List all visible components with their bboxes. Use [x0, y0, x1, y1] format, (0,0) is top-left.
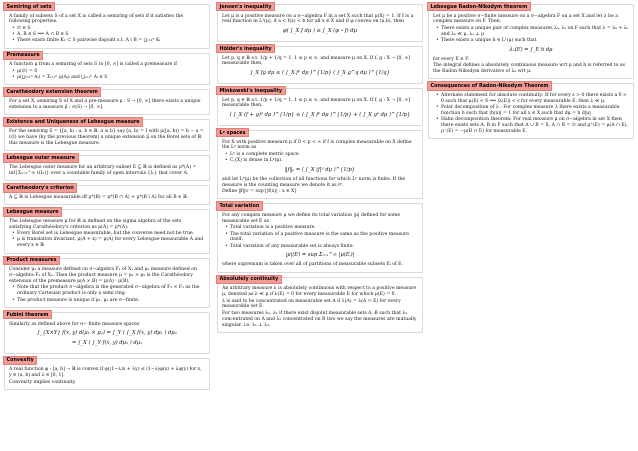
bullet-item: • Lᵖ is a complete metric space. — [225, 152, 418, 158]
section-box — [4, 358, 210, 390]
section-paragraph: Similarly as defined above for σ− finite measure spaces — [9, 321, 140, 327]
bullet-item: • Polar decomposition of λ : For complex measure λ there exists a measurable function h such that |h(x)| = 1 for all x ∈ X such that dμ = h d|μ| — [436, 105, 629, 117]
section-box — [4, 312, 210, 354]
section-paragraph: A family of subsets S of a set X is called a semiring of sets if it satisfies the following properties. — [9, 13, 184, 25]
section-box — [217, 277, 423, 334]
section-paragraph: Let p, q ∈ ℝ s.t. 1/p + 1/q = 1, 1 ≤ p ≤ ∞, and measure μ on X. If f, g : X → [0, ∞] measurable then, — [222, 55, 410, 67]
section-box — [217, 4, 423, 42]
bullet-list — [436, 26, 629, 44]
section-paragraph: A real function φ : [a, b] → ℝ is convex if φ((1−λ)x + λy) ≤ (1−λ)φ(x) + λφ(y) for x, y ∈ (a, b) and λ ∈ [0, 1]. — [9, 367, 202, 379]
section-title: Absolutely continuity — [216, 275, 282, 284]
bullet-list — [436, 93, 629, 135]
bullet-list — [12, 69, 205, 81]
math-formula: = ∫_X ( ∫_Y f(x, y) dμ₂ ) dμ₁ — [71, 340, 143, 347]
bullet-item: • μ is translation invariant, μ(A + x) = μ(A) for every Lebesgue measurable A and every x ∈ ℝ — [12, 237, 205, 249]
bullet-item: • There exists finite K₁ ⊂ S pairwise disjoint s.t. A \ B = ⋃ᵢ₌₁ⁿ Kᵢ — [12, 38, 205, 44]
section-title: Lᵖ spaces — [216, 128, 249, 137]
math-formula: |μ|(E) = sup Σᵢ₌₁^∞ |μ(Eᵢ)| — [285, 252, 355, 259]
math-formula: ‖f‖ₚ = ( ∫_X |f|ᵖ dμ )^{1/p} — [285, 166, 355, 173]
bullet-list — [12, 231, 205, 249]
section-title: Hölder's inequality — [216, 44, 275, 53]
section-paragraph: A function μ from a semiring of sets S to [0, ∞] is called a premeasure if — [9, 62, 177, 68]
section-paragraph: Let μ is a positive measure on a σ−algebra F in a set X such that μ(X) = 1. If f is a real function in L¹(μ), if a < f(x) < b for all x ∈ X and if φ convex on (a,b), then — [222, 13, 414, 25]
bullet-list — [225, 225, 418, 249]
section-paragraph: for every E ∈ F. — [433, 56, 470, 62]
section-paragraph: For a set X, semiring S of X and a pre-measure μ : S → [0, ∞] there exists a unique extension to a measure μ̄ : σ(S) → [0, ∞]. — [9, 99, 201, 110]
section-box — [4, 119, 210, 151]
section-box — [4, 258, 210, 308]
section-box — [217, 88, 423, 126]
section-title: Product measures — [3, 256, 60, 265]
bullet-item: • Note that the product σ−algebra is the generated σ−algebra of F₁ × F₂ as the ordinary Cartesian product is only a semi ring. — [12, 285, 205, 297]
section-title: Total variation — [216, 201, 263, 210]
section-title: Carathéodory's criterion — [3, 183, 77, 192]
section-title: Consequences of Radon-Nikodym Theorem — [427, 81, 552, 90]
bullet-list — [225, 152, 418, 164]
section-paragraph: The Lebesgue measure μ for ℝ is defined on the sigma algebra of the sets satisfying Carathéodory's criterion as μ(A) = μ*(A). — [9, 218, 182, 230]
bullet-item: • ∅ ∈ S — [12, 26, 205, 32]
section-box — [217, 130, 423, 199]
section-paragraph: The integral defines a absolutely continuous measure wrt μ and h is referred to as the Radon-Nikodym derivative of λₐ wrt μ. — [433, 62, 626, 74]
section-title: Carathéodory extension theorem — [3, 87, 101, 96]
bullet-list — [12, 285, 205, 303]
section-title: Lebesgue outer measure — [3, 153, 79, 162]
section-paragraph: The Lebesgue outer measure for an arbitrary subset E ⊆ ℝ is defined as μ*(A) = inf{Σₙ₌₁^∞ ℓ(Iₙ)} over a countable family of open intervals {Iₙ} that cover A. — [9, 164, 197, 176]
section-paragraph: and let Lᵖ(μ) be the collection of all functions for which Lᵖ norm is finite. If the measure is the counting measure we denote it as ℓᵖ. — [222, 176, 406, 188]
bullet-item: • Alternate statement for absolute continuity: If for every ε > 0 there exists a δ > 0 such that μ(E) < δ ⟹ |λ(E)| < ε for every measurable E, then λ ≪ μ. — [436, 93, 629, 105]
bullet-item: • There exists a unique pair of complex measures λₐ, λₛ on F such that λ = λₐ + λₛ and λₐ ≪ μ, λₛ ⊥ μ — [436, 26, 629, 38]
bullet-item: • A, B ∈ S ⟹ A ∩ B ∈ S — [12, 32, 205, 38]
column-1 — [4, 4, 210, 394]
bullet-item: • The product measure is unique if μ₁, μ₂ are σ−finite. — [12, 298, 205, 304]
bullet-item: • μ(∅) = 0 — [12, 69, 205, 75]
column-3 — [428, 4, 634, 143]
section-paragraph: Let p, q ∈ ℝ s.t. 1/p + 1/q = 1, 1 ≤ p ≤ ∞, and measure μ on X. If f, g : X → [0, ∞] measurable then, — [222, 97, 410, 109]
math-formula: ∫_X fg dμ ≤ ( ∫_X fᵖ dμ )^{1/p} ( ∫_X g^q dμ )^{1/q} — [250, 70, 390, 77]
bullet-item: • Every Borel set is Lebesgue measurable, but the converse need not be true. — [12, 231, 205, 237]
section-title: Convexity — [3, 356, 37, 365]
section-paragraph: For the semiring S = {[a, b) : a, b ∈ ℝ, a ≤ b} say [a, b) = I with μ([a, b)) = b − a = ℓ(I) we have (by the previous theorem) a unique extension μ̄ on the Borel sets of ℝ this measure is the Lebesgue measure. — [9, 128, 204, 146]
section-title: Jensen's inequality — [216, 2, 275, 11]
math-formula: ( ∫_X (f + g)ᵖ dμ )^{1/p} ≤ ( ∫_X fᵖ dμ )^{1/p} + ( ∫_X gᵖ dμ )^{1/p} — [229, 112, 411, 119]
section-box — [4, 185, 210, 205]
section-title: Lebesgue Radon-Nikodym theorem — [427, 2, 531, 11]
bullet-item: • The total variation of a positive measure is the same as the positive measure itself. — [225, 232, 418, 244]
section-title: Minkowski's inequality — [216, 86, 286, 95]
section-paragraph: For two measures λ₁, λ₂ if there exist disjoint measurable sets A, B such that λ₁ concentrated on A and λ₂ concentrated on B two we say the measures are mutually singular, i.e. λ₁ ⊥ λ₂. — [222, 310, 417, 328]
section-paragraph: where supremum is taken over all of partitions of measurable subsets Eᵢ of E. — [222, 262, 403, 268]
bullet-list — [12, 26, 205, 44]
section-box — [4, 155, 210, 181]
section-paragraph: Convexity implies continuity. — [9, 379, 77, 385]
section-paragraph: Let μ be a positive σ−finite measure on a σ−algebra F on a set X and let λ be a complex measure on F. Then, — [433, 13, 619, 25]
section-title: Semiring of sets — [3, 2, 55, 11]
section-paragraph: Define ‖f‖∞ = sup{|f(x)| : x ∈ X} — [222, 188, 298, 194]
bullet-item: • μ(⋃ᵢ₌₁ⁿ Aᵢ) = Σᵢ₌₁ⁿ μ(Aᵢ) and ⋃ᵢ₌₁ⁿ Aᵢ ∈ S — [12, 75, 205, 81]
math-formula: ∫_{X×Y} f(x, y) d(μ₁ × μ₂) = ∫_Y ( ∫_X f(x, y) dμ₁ ) dμ₂ — [37, 330, 177, 337]
bullet-item: • Total variation is a positive measure. — [225, 225, 418, 231]
section-box — [4, 53, 210, 86]
bullet-item: • C꜀(X) is dense in Lᵖ(μ). — [225, 158, 418, 164]
section-box — [217, 46, 423, 84]
section-paragraph: An arbitrary measure λ is absolutely continuous with respect to a positive measure μ, denoted as λ ≪ μ if λ(E) = 0 for every measurable E for which μ(E) = 0. — [222, 286, 417, 298]
section-paragraph: A ⊆ ℝ is Lebesgue measurable iff μ*(B) = μ*(B ∩ A) + μ*(B \ A) for all B ∈ ℝ. — [9, 194, 189, 200]
math-formula: φ( ∫_X f dμ ) ≤ ∫_X (φ ∘ f) dμ — [283, 28, 357, 35]
section-paragraph: For X with positive measure μ if 0 < p < ∞ if f is complex measurable on X define the Lᵖ norm as — [222, 139, 412, 151]
bullet-item: • There exists a unique h ∈ L¹(μ) such that — [436, 38, 629, 44]
section-title: Existence and Uniqueness of Lebesgue measure — [3, 117, 143, 126]
bullet-item: • Total variation of any measurable set is always finite. — [225, 244, 418, 250]
section-paragraph: λ is said to be concentrated on measurable set A if λ(A) = λ(A ∩ E) for every measurable set E. — [222, 298, 401, 310]
section-paragraph: Consider μ₁ a measure defined on σ−algebra F₁ of X₁ and μ₂ measure defined on σ−algebra F₂ of X₂. Then the product measure μ = μ₁ × μ₂ is the Carathéodory extension of the premeasure μ(A × B) = μ(A) · μ(B). — [9, 267, 197, 284]
section-box — [4, 4, 210, 49]
section-paragraph: For any complex measure μ we define its total variation |μ| defined for some measurable set E as — [222, 213, 401, 224]
section-box — [4, 89, 210, 115]
bullet-item: • Hahn decomposition theorem: For real measure μ on σ−algebra in set X then there exists sets A, B in F such that A ∪ B = X, A ∩ B = ∅ and μ⁺(E) = μ(A ∩ E), μ⁻(E) = −μ(B ∩ E) for measurable E. — [436, 117, 629, 135]
section-box — [428, 4, 634, 79]
section-box — [428, 83, 634, 139]
math-formula: λₐ(E) = ∫_E h dμ — [509, 46, 553, 53]
column-2 — [217, 4, 423, 337]
section-box — [4, 209, 210, 253]
section-title: Premeasure — [3, 51, 43, 60]
section-box — [217, 203, 423, 272]
section-title: Lebesgue measure — [3, 207, 62, 216]
section-title: Fubini theorem — [3, 310, 52, 319]
